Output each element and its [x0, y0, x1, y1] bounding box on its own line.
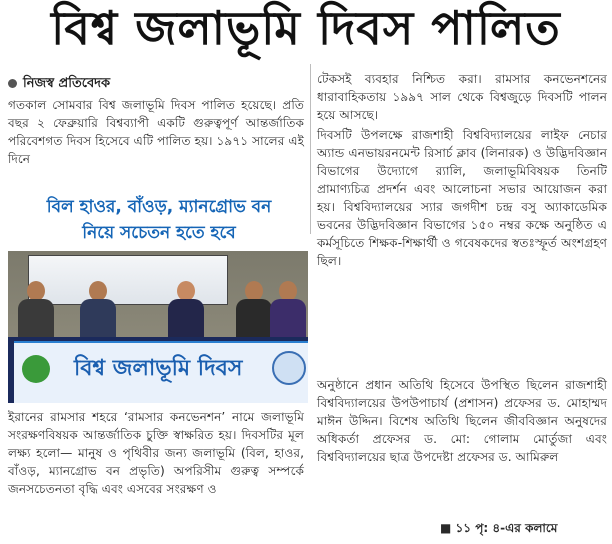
- event-photo: [8, 251, 308, 403]
- banner-text: বিশ্ব জলাভূমি দিবস: [74, 356, 243, 381]
- globe-icon: [272, 351, 306, 385]
- right-paragraph-3: অনুষ্ঠানে প্রধান অতিথি হিসেবে উপস্থিত ছিলেন রাজশাহী বিশ্ববিদ্যালয়ের উপউপাচার্য (প্রশাসন) প্রফেসর ড. মোহাম্মদ মাঈন উদ্দিন। বিশেষ অতিথি ছিলেন জীববিজ্ঞান অনুষদের অধিকর্তা প্রফেসর ড. মো: গোলাম মোর্তুজা এবং বিশ্ববিদ্যালয়ের ছাত্র উপদেষ্টা প্রফেসর ড. আমিরুল: [317, 378, 607, 464]
- left-paragraph-1: গতকাল সোমবার বিশ্ব জলাভূমি দিবস পালিত হয়েছে। প্রতি বছর ২ ফেব্রুয়ারি বিশ্বব্যাপী একটি গুরুত্বপূর্ণ আন্তর্জাতিক পরিবেশগত দিবস হিসেবে এটি পালিত হয়। ১৯৭১ সালের এই দিনে: [8, 98, 304, 166]
- callout-line-1: বিল হাওর, বাঁওড়, ম্যানগ্রোভ বন: [46, 197, 272, 217]
- right-paragraph-2: দিবসটি উপলক্ষে রাজশাহী বিশ্ববিদ্যালয়ের লাইফ নেচার অ্যান্ড এনভায়রনমেন্ট রিসার্চ ক্লাব (লিনারক) ও উদ্ভিদবিজ্ঞান বিভাগের উদ্যোগে র‌্যালি, জলাভূমিবিষয়ক তিনটি প্রামাণ্যচিত্র প্রদর্শন এবং আলোচনা সভার আয়োজন করা হয়। বিশ্ববিদ্যালয়ের স্যার জগদীশ চন্দ্র বসু অ্যাকাডেমিক ভবনের উদ্ভিদবিজ্ঞান বিভাগের ১৫০ নম্বর কক্ষে অনুষ্ঠিত এ কর্মসূচিতে শিক্ষক-শিক্ষার্থী ও গবেষকদের স্বতঃস্ফূর্ত অংশগ্রহণ ছিল।: [317, 128, 607, 268]
- left-paragraph-2: ইরানের রামসার শহরে ‘রামসার কনভেনশন’ নামে জলাভূমি সংরক্ষণবিষয়ক আন্তর্জাতিক চুক্তি স্বাক্ষরিত হয়। দিবসটির মূল লক্ষ্য হলো— মানুষ ও পৃথিবীর জন্য জলাভূমি (বিল, হাওর, বাঁওড়, ম্যানগ্রোভ বন প্রভৃতি) অপরিসীম গুরুত্ব সম্পর্কে জনসচেতনতা বৃদ্ধি এবং এসবের সংরক্ষণ ও: [8, 410, 304, 496]
- byline: [8, 74, 110, 95]
- continuation-note: ■ ১১ পৃ: ৪-এর কলামে: [440, 521, 558, 535]
- column-divider: [310, 64, 311, 234]
- event-banner: [14, 341, 308, 403]
- callout-line-2: নিয়ে সচেতন হতে হবে: [82, 223, 236, 243]
- bullet-icon: [8, 79, 17, 88]
- callout: [8, 194, 310, 248]
- byline-text: নিজস্ব প্রতিবেদক: [23, 76, 111, 91]
- right-paragraph-1: টেকসই ব্যবহার নিশ্চিত করা। রামসার কনভেনশনের ধারাবাহিকতায় ১৯৯৭ সাল থেকে বিশ্বজুড়ে দিবসটি পালন হয়ে আসছে।: [317, 72, 607, 122]
- club-logo-icon: [22, 355, 50, 383]
- headline: বিশ্ব জলাভূমি দিবস পালিত: [51, 1, 561, 55]
